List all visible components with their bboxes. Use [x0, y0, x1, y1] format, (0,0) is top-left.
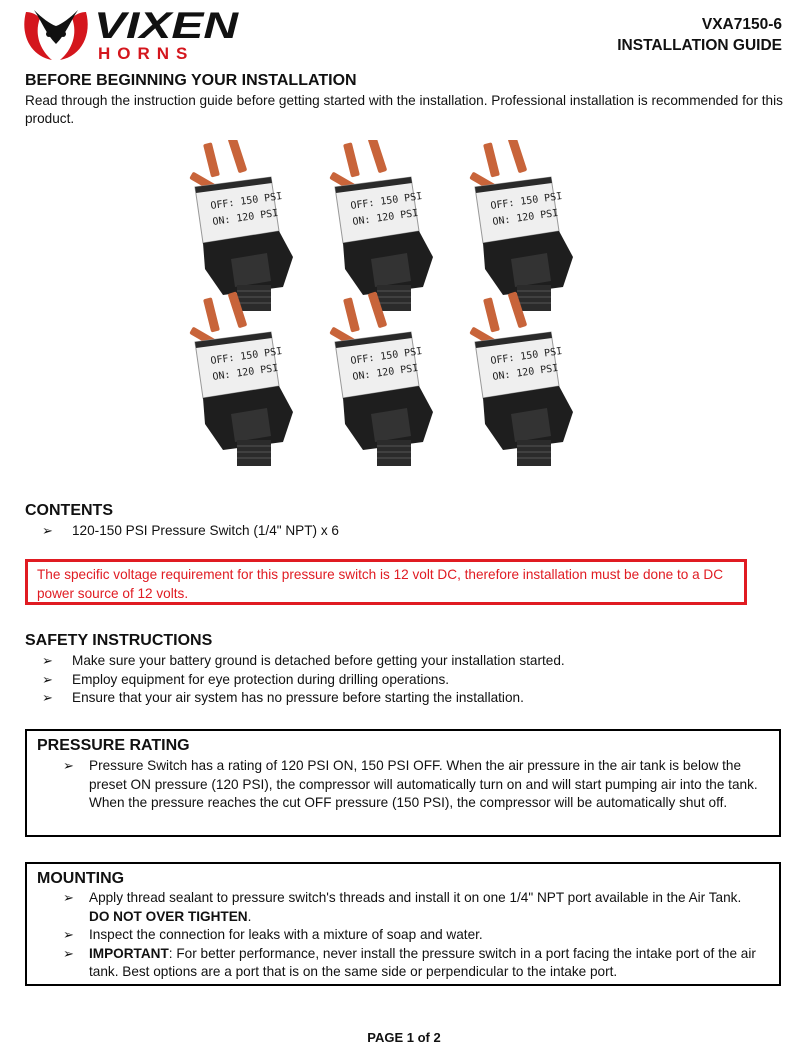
voltage-warning-box — [25, 559, 747, 605]
pressure-rating-title: PRESSURE RATING — [37, 737, 190, 754]
intro-title: BEFORE BEGINNING YOUR INSTALLATION — [25, 72, 357, 89]
label-off: OFF: 150 PSI — [209, 191, 283, 212]
brand-name-vixen: VIXEN — [94, 5, 240, 46]
brand-name-horns: HORNS — [98, 44, 195, 63]
pressure-switch-4 — [189, 291, 293, 466]
list-item: ➢ Pressure Switch has a rating of 120 PSI ON, 150 PSI OFF. When the air pressure in the air tank is below the preset ON pressure (120 PSI), the compressor will automatically turn on and will start pumping air into the tank. When the pressure reaches the cut OFF pressure (150 PSI), the compressor will be automatically shut off. — [63, 758, 758, 810]
pressure-switch-2 — [329, 140, 433, 311]
over-tighten-warning: DO NOT OVER TIGHTEN — [89, 908, 248, 924]
mounting-title: MOUNTING — [37, 870, 125, 887]
important-label: IMPORTANT — [89, 945, 169, 961]
arrow-bullet-icon: ➢ — [42, 671, 53, 687]
list-item: ➢ Inspect the connection for leaks with a mixture of soap and water. — [63, 926, 765, 945]
pressure-switch-6 — [469, 291, 573, 466]
vixen-horns-logo — [22, 4, 242, 64]
intro-text: Read through the instruction guide before getting started with the installation. Professional installation is recommended for this product. — [25, 93, 783, 126]
safety-list — [42, 652, 782, 708]
arrow-bullet-icon: ➢ — [63, 927, 74, 942]
mounting-list — [27, 889, 779, 982]
arrow-bullet-icon: ➢ — [63, 890, 74, 905]
arrow-bullet-icon: ➢ — [42, 690, 53, 705]
document-type: INSTALLATION GUIDE — [617, 37, 782, 54]
contents-list — [42, 522, 762, 541]
pressure-switch-1 — [189, 140, 293, 311]
list-item: ➢ Make sure your battery ground is detached before getting your installation started. — [42, 652, 782, 671]
document-header — [617, 14, 782, 56]
arrow-bullet-icon: ➢ — [63, 945, 74, 961]
pressure-rating-box — [25, 729, 781, 837]
horns-emblem-icon — [24, 10, 87, 60]
pressure-switch-5 — [329, 291, 433, 466]
label-off: OFF: 150 PSI — [209, 346, 283, 367]
label-on: ON: 120 PSI — [211, 207, 280, 228]
arrow-bullet-icon: ➢ — [42, 523, 53, 538]
label-on: ON: 120 PSI — [211, 362, 280, 383]
list-item: ➢ IMPORTANT: For better performance, never install the pressure switch in a port facing the intake port of the air tank. Best options are a port that is on the same side or perpendicular to the intake port. — [63, 945, 756, 979]
mounting-box — [25, 862, 781, 986]
list-item: ➢ Apply thread sealant to pressure switch's threads and install it on one 1/4" NPT port available in the Air Tank. DO NOT OVER TIGHTEN. — [63, 890, 742, 924]
label-off: OFF: 150 PSI — [349, 346, 423, 367]
arrow-bullet-icon: ➢ — [42, 653, 53, 668]
page-number: PAGE 1 of 2 — [367, 1030, 441, 1045]
label-on: ON: 120 PSI — [351, 207, 420, 228]
voltage-warning-text: The specific voltage requirement for this pressure switch is 12 volt DC, therefore installation must be done to a DC power source of 12 volts. — [37, 567, 724, 601]
list-item: ➢ Ensure that your air system has no pressure before starting the installation. — [42, 689, 782, 708]
safety-title: SAFETY INSTRUCTIONS — [25, 632, 213, 649]
product-photo — [165, 140, 625, 480]
label-on: ON: 120 PSI — [491, 207, 560, 228]
label-off: OFF: 150 PSI — [489, 191, 563, 212]
label-on: ON: 120 PSI — [351, 362, 420, 383]
label-off: OFF: 150 PSI — [349, 191, 423, 212]
list-item: ➢ Employ equipment for eye protection during drilling operations. — [42, 671, 782, 690]
pressure-switch-3 — [469, 140, 573, 311]
arrow-bullet-icon: ➢ — [63, 758, 74, 773]
pressure-rating-list — [27, 757, 779, 813]
model-number: VXA7150-6 — [701, 16, 782, 33]
label-off: OFF: 150 PSI — [489, 346, 563, 367]
contents-title: CONTENTS — [25, 502, 113, 519]
list-item: ➢ 120-150 PSI Pressure Switch (1/4" NPT) x 6 — [42, 522, 762, 541]
label-on: ON: 120 PSI — [491, 362, 560, 383]
